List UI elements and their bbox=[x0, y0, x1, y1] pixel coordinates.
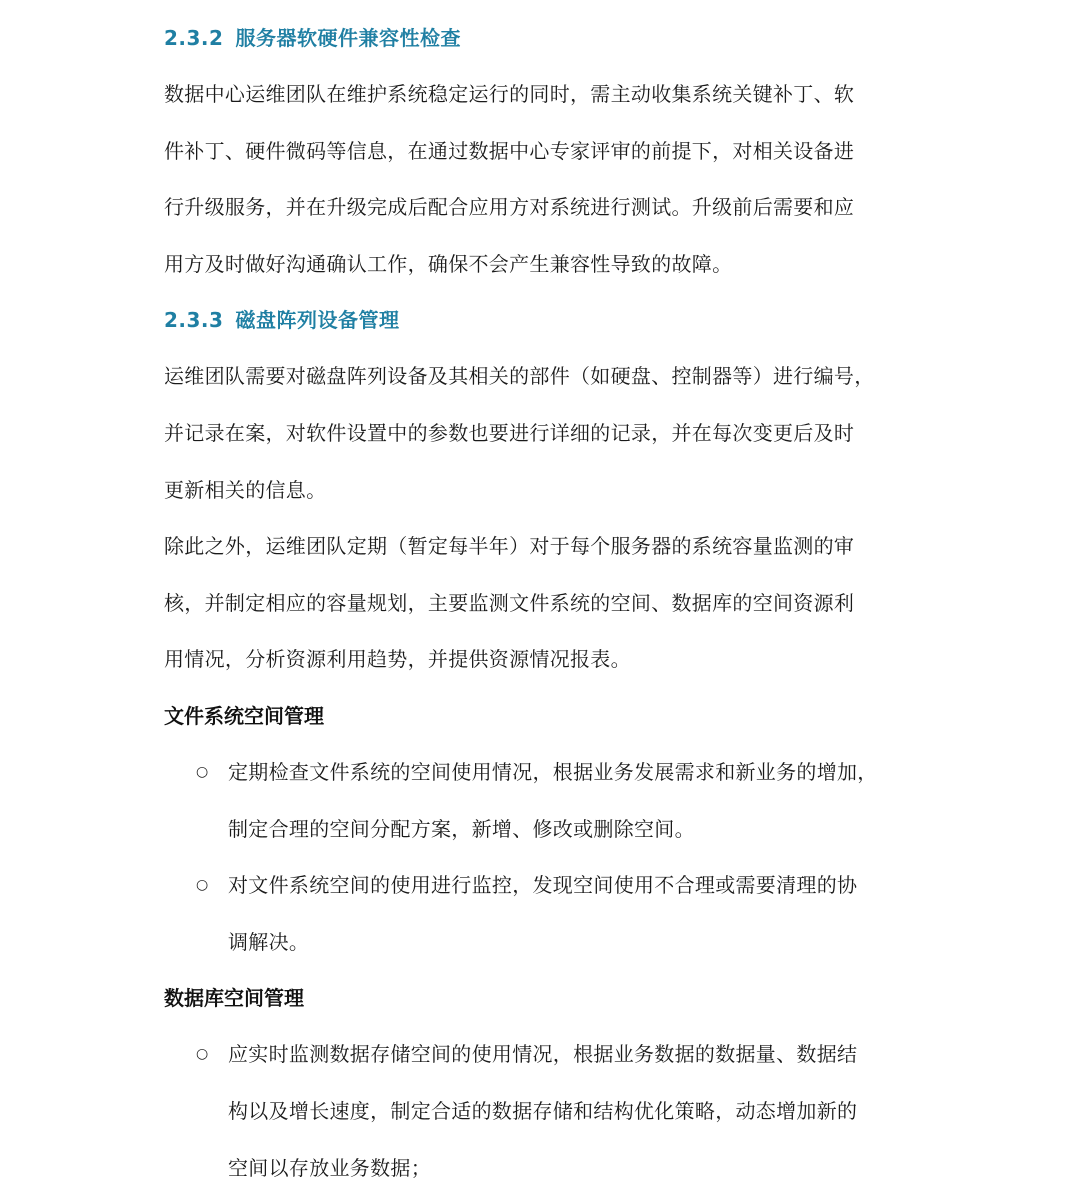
db-bullet-list bbox=[164, 1026, 934, 1196]
paragraph-line: 数据中心运维团队在维护系统稳定运行的同时，需主动收集系统关键补丁、软 bbox=[164, 66, 934, 123]
paragraph-line: 核，并制定相应的容量规划，主要监测文件系统的空间、数据库的空间资源利 bbox=[164, 575, 934, 632]
paragraph-line: 件补丁、硬件微码等信息，在通过数据中心专家评审的前提下，对相关设备进 bbox=[164, 123, 934, 180]
list-item bbox=[164, 1026, 934, 1196]
section-number: 2.3.3 bbox=[164, 308, 223, 332]
list-item-line: 定期检查文件系统的空间使用情况，根据业务发展需求和新业务的增加， bbox=[228, 744, 934, 801]
paragraph-line: 更新相关的信息。 bbox=[164, 462, 934, 519]
paragraph-line: 行升级服务，并在升级完成后配合应用方对系统进行测试。升级前后需要和应 bbox=[164, 179, 934, 236]
list-item-line: 对文件系统空间的使用进行监控，发现空间使用不合理或需要清理的协 bbox=[228, 857, 934, 914]
subheading-db-space: 数据库空间管理 bbox=[164, 984, 934, 1012]
paragraph-line: 用方及时做好沟通确认工作，确保不会产生兼容性导致的故障。 bbox=[164, 236, 934, 293]
paragraph-line: 用情况，分析资源利用趋势，并提供资源情况报表。 bbox=[164, 631, 934, 688]
paragraph-line: 并记录在案，对软件设置中的参数也要进行详细的记录，并在每次变更后及时 bbox=[164, 405, 934, 462]
bullet-circle-icon: ○ bbox=[196, 1026, 209, 1083]
paragraph-line: 除此之外，运维团队定期（暂定每半年）对于每个服务器的系统容量监测的审 bbox=[164, 518, 934, 575]
section-body-2-3-2 bbox=[164, 66, 934, 292]
bullet-circle-icon: ○ bbox=[196, 744, 209, 801]
list-item-line: 调解决。 bbox=[228, 914, 934, 971]
bullet-circle-icon: ○ bbox=[196, 857, 209, 914]
list-item-line: 应实时监测数据存储空间的使用情况，根据业务数据的数据量、数据结 bbox=[228, 1026, 934, 1083]
section-title: 磁盘阵列设备管理 bbox=[235, 308, 399, 332]
list-item-line: 构以及增长速度，制定合适的数据存储和结构优化策略，动态增加新的 bbox=[228, 1083, 934, 1140]
list-item-line: 制定合理的空间分配方案，新增、修改或删除空间。 bbox=[228, 801, 934, 858]
document-page bbox=[164, 0, 934, 1196]
list-item bbox=[164, 857, 934, 970]
section-title: 服务器软硬件兼容性检查 bbox=[235, 26, 461, 50]
list-item bbox=[164, 744, 934, 857]
section-heading-2-3-2 bbox=[164, 24, 934, 52]
subheading-fs-space: 文件系统空间管理 bbox=[164, 702, 934, 730]
paragraph-line: 运维团队需要对磁盘阵列设备及其相关的部件（如硬盘、控制器等）进行编号， bbox=[164, 348, 934, 405]
section-number: 2.3.2 bbox=[164, 26, 223, 50]
section-heading-2-3-3 bbox=[164, 306, 934, 334]
fs-bullet-list bbox=[164, 744, 934, 970]
section-body-2-3-3 bbox=[164, 348, 934, 688]
list-item-line: 空间以存放业务数据； bbox=[228, 1140, 934, 1196]
